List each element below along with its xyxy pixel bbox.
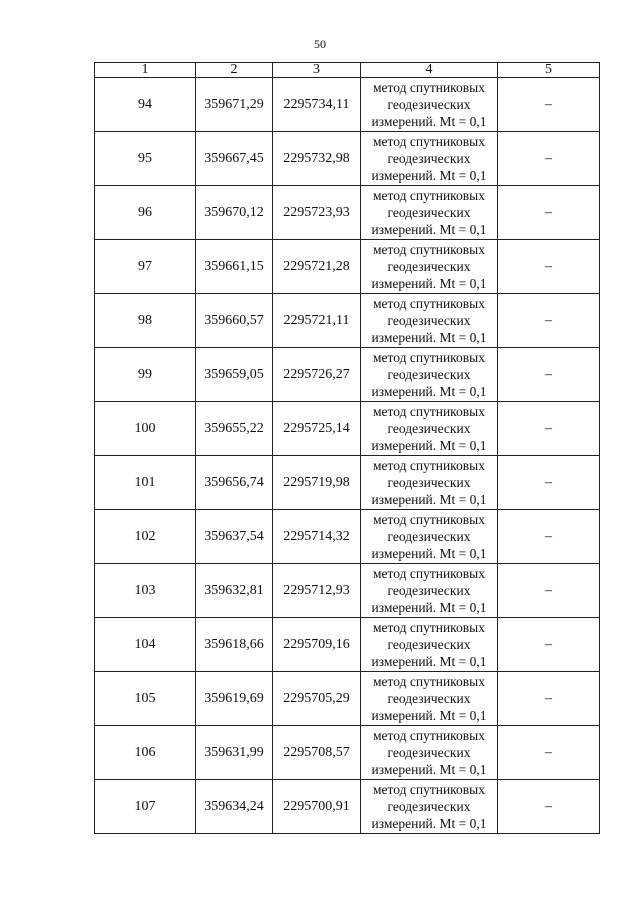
method-line: геодезических bbox=[387, 475, 471, 490]
x-coordinate-cell: 359659,05 bbox=[196, 348, 273, 402]
y-coordinate-cell: 2295719,98 bbox=[273, 456, 361, 510]
y-coordinate-cell: 2295700,91 bbox=[273, 780, 361, 834]
method-line: геодезических bbox=[387, 97, 471, 112]
table-row bbox=[95, 510, 600, 564]
method-cell bbox=[361, 456, 498, 510]
method-line: геодезических bbox=[387, 637, 471, 652]
y-coordinate-cell: 2295708,57 bbox=[273, 726, 361, 780]
note-cell: – bbox=[498, 564, 600, 618]
method-cell bbox=[361, 240, 498, 294]
point-number-cell: 106 bbox=[95, 726, 196, 780]
note-cell: – bbox=[498, 186, 600, 240]
method-line: измерений. Mt = 0,1 bbox=[371, 384, 487, 399]
method-cell bbox=[361, 672, 498, 726]
method-line: метод спутниковых bbox=[373, 134, 485, 149]
y-coordinate-cell: 2295725,14 bbox=[273, 402, 361, 456]
x-coordinate-cell: 359667,45 bbox=[196, 132, 273, 186]
method-line: измерений. Mt = 0,1 bbox=[371, 330, 487, 345]
note-cell: – bbox=[498, 618, 600, 672]
x-coordinate-cell: 359637,54 bbox=[196, 510, 273, 564]
x-coordinate-cell: 359618,66 bbox=[196, 618, 273, 672]
method-line: геодезических bbox=[387, 691, 471, 706]
method-cell bbox=[361, 726, 498, 780]
header-row bbox=[95, 63, 600, 78]
header-col-4: 4 bbox=[361, 63, 498, 78]
note-cell: – bbox=[498, 294, 600, 348]
method-line: метод спутниковых bbox=[373, 782, 485, 797]
x-coordinate-cell: 359656,74 bbox=[196, 456, 273, 510]
note-cell: – bbox=[498, 456, 600, 510]
note-cell: – bbox=[498, 132, 600, 186]
table-row bbox=[95, 402, 600, 456]
note-cell: – bbox=[498, 402, 600, 456]
table-row bbox=[95, 240, 600, 294]
method-line: метод спутниковых bbox=[373, 80, 485, 95]
y-coordinate-cell: 2295734,11 bbox=[273, 78, 361, 132]
x-coordinate-cell: 359619,69 bbox=[196, 672, 273, 726]
method-line: геодезических bbox=[387, 799, 471, 814]
method-line: метод спутниковых bbox=[373, 188, 485, 203]
y-coordinate-cell: 2295721,11 bbox=[273, 294, 361, 348]
method-line: метод спутниковых bbox=[373, 350, 485, 365]
method-line: измерений. Mt = 0,1 bbox=[371, 816, 487, 831]
method-line: геодезических bbox=[387, 745, 471, 760]
method-line: измерений. Mt = 0,1 bbox=[371, 654, 487, 669]
method-line: метод спутниковых bbox=[373, 242, 485, 257]
method-line: геодезических bbox=[387, 151, 471, 166]
x-coordinate-cell: 359671,29 bbox=[196, 78, 273, 132]
method-cell bbox=[361, 780, 498, 834]
y-coordinate-cell: 2295721,28 bbox=[273, 240, 361, 294]
method-line: метод спутниковых bbox=[373, 512, 485, 527]
table-row bbox=[95, 564, 600, 618]
table-row bbox=[95, 780, 600, 834]
method-cell bbox=[361, 618, 498, 672]
x-coordinate-cell: 359661,15 bbox=[196, 240, 273, 294]
point-number-cell: 97 bbox=[95, 240, 196, 294]
method-cell bbox=[361, 186, 498, 240]
method-line: измерений. Mt = 0,1 bbox=[371, 222, 487, 237]
header-col-1: 1 bbox=[95, 63, 196, 78]
table-body bbox=[95, 78, 600, 834]
y-coordinate-cell: 2295709,16 bbox=[273, 618, 361, 672]
table-row bbox=[95, 672, 600, 726]
method-line: метод спутниковых bbox=[373, 404, 485, 419]
coordinates-table bbox=[94, 62, 600, 834]
y-coordinate-cell: 2295705,29 bbox=[273, 672, 361, 726]
table-row bbox=[95, 348, 600, 402]
method-cell bbox=[361, 402, 498, 456]
x-coordinate-cell: 359631,99 bbox=[196, 726, 273, 780]
x-coordinate-cell: 359632,81 bbox=[196, 564, 273, 618]
table-row bbox=[95, 294, 600, 348]
table-row bbox=[95, 726, 600, 780]
method-line: геодезических bbox=[387, 421, 471, 436]
header-col-5: 5 bbox=[498, 63, 600, 78]
method-line: измерений. Mt = 0,1 bbox=[371, 546, 487, 561]
method-line: геодезических bbox=[387, 205, 471, 220]
point-number-cell: 103 bbox=[95, 564, 196, 618]
method-line: геодезических bbox=[387, 259, 471, 274]
method-line: метод спутниковых bbox=[373, 566, 485, 581]
method-line: геодезических bbox=[387, 529, 471, 544]
point-number-cell: 94 bbox=[95, 78, 196, 132]
method-cell bbox=[361, 294, 498, 348]
header-col-2: 2 bbox=[196, 63, 273, 78]
note-cell: – bbox=[498, 348, 600, 402]
method-cell bbox=[361, 132, 498, 186]
point-number-cell: 107 bbox=[95, 780, 196, 834]
page-number: 50 bbox=[314, 37, 326, 51]
note-cell: – bbox=[498, 240, 600, 294]
point-number-cell: 98 bbox=[95, 294, 196, 348]
method-line: метод спутниковых bbox=[373, 296, 485, 311]
point-number-cell: 96 bbox=[95, 186, 196, 240]
y-coordinate-cell: 2295712,93 bbox=[273, 564, 361, 618]
table-row bbox=[95, 132, 600, 186]
y-coordinate-cell: 2295723,93 bbox=[273, 186, 361, 240]
method-line: геодезических bbox=[387, 313, 471, 328]
note-cell: – bbox=[498, 672, 600, 726]
note-cell: – bbox=[498, 78, 600, 132]
method-line: измерений. Mt = 0,1 bbox=[371, 168, 487, 183]
point-number-cell: 95 bbox=[95, 132, 196, 186]
y-coordinate-cell: 2295726,27 bbox=[273, 348, 361, 402]
x-coordinate-cell: 359670,12 bbox=[196, 186, 273, 240]
table-row bbox=[95, 78, 600, 132]
point-number-cell: 100 bbox=[95, 402, 196, 456]
method-cell bbox=[361, 564, 498, 618]
method-line: измерений. Mt = 0,1 bbox=[371, 708, 487, 723]
method-cell bbox=[361, 348, 498, 402]
point-number-cell: 102 bbox=[95, 510, 196, 564]
point-number-cell: 105 bbox=[95, 672, 196, 726]
x-coordinate-cell: 359660,57 bbox=[196, 294, 273, 348]
table-row bbox=[95, 618, 600, 672]
method-line: измерений. Mt = 0,1 bbox=[371, 492, 487, 507]
y-coordinate-cell: 2295732,98 bbox=[273, 132, 361, 186]
method-line: метод спутниковых bbox=[373, 674, 485, 689]
method-cell bbox=[361, 78, 498, 132]
method-line: измерений. Mt = 0,1 bbox=[371, 762, 487, 777]
note-cell: – bbox=[498, 780, 600, 834]
method-cell bbox=[361, 510, 498, 564]
x-coordinate-cell: 359655,22 bbox=[196, 402, 273, 456]
note-cell: – bbox=[498, 726, 600, 780]
method-line: геодезических bbox=[387, 367, 471, 382]
method-line: метод спутниковых bbox=[373, 728, 485, 743]
point-number-cell: 101 bbox=[95, 456, 196, 510]
method-line: измерений. Mt = 0,1 bbox=[371, 276, 487, 291]
point-number-cell: 104 bbox=[95, 618, 196, 672]
header-col-3: 3 bbox=[273, 63, 361, 78]
method-line: измерений. Mt = 0,1 bbox=[371, 600, 487, 615]
method-line: измерений. Mt = 0,1 bbox=[371, 438, 487, 453]
note-cell: – bbox=[498, 510, 600, 564]
x-coordinate-cell: 359634,24 bbox=[196, 780, 273, 834]
method-line: геодезических bbox=[387, 583, 471, 598]
method-line: измерений. Mt = 0,1 bbox=[371, 114, 487, 129]
table-row bbox=[95, 186, 600, 240]
y-coordinate-cell: 2295714,32 bbox=[273, 510, 361, 564]
method-line: метод спутниковых bbox=[373, 458, 485, 473]
table-row bbox=[95, 456, 600, 510]
method-line: метод спутниковых bbox=[373, 620, 485, 635]
point-number-cell: 99 bbox=[95, 348, 196, 402]
